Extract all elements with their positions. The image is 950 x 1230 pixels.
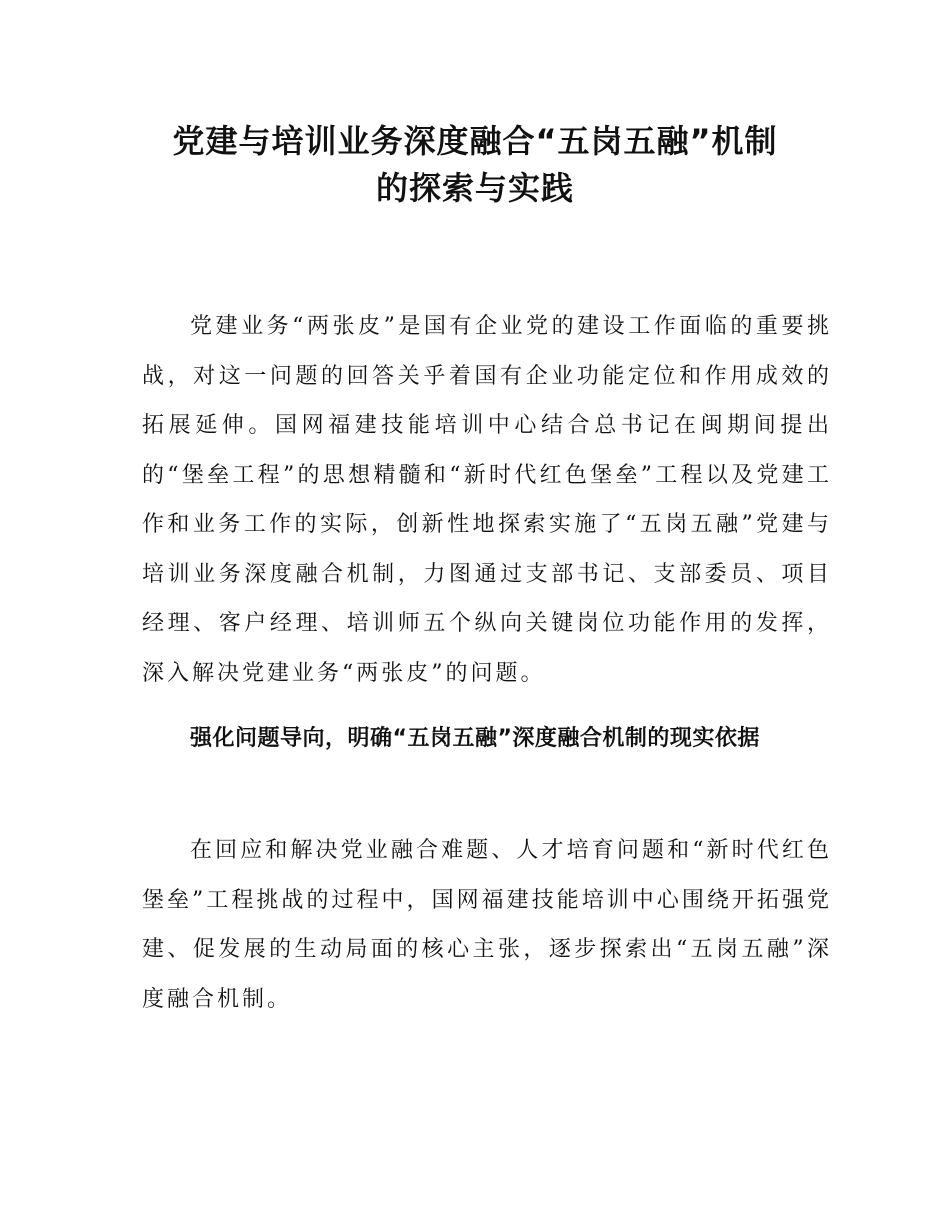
paragraph-intro: 党建业务“两张皮”是国有企业党的建设工作面临的重要挑战，对这一问题的回答关乎着国有企业功能定位和作用成效的拓展延伸。国网福建技能培训中心结合总书记在闽期间提出的“堡垒工程”的思想精髓和“新时代红色堡垒”工程以及党建工作和业务工作的实际，创新性地探索实施了“五岗五融”党建与培训业务深度融合机制，力图通过支部书记、支部委员、项目经理、客户经理、培训师五个纵向关键岗位功能作用的发挥，深入解决党建业务“两张皮”的问题。: [142, 314, 832, 686]
document-title: [100, 118, 850, 212]
title-line-2: 的探索与实践: [375, 169, 574, 207]
title-line-1: 党建与培训业务深度融合“五岗五融”机制: [172, 122, 778, 160]
paragraph-section-1: 在回应和解决党业融合难题、人才培育问题和“新时代红色堡垒”工程挑战的过程中，国网福建技能培训中心围绕开拓强党建、促发展的生动局面的核心主张，逐步探索出“五岗五融”深度融合机制。: [142, 838, 832, 1012]
section-heading: 强化问题导向，明确“五岗五融”深度融合机制的现实依据: [190, 726, 760, 751]
